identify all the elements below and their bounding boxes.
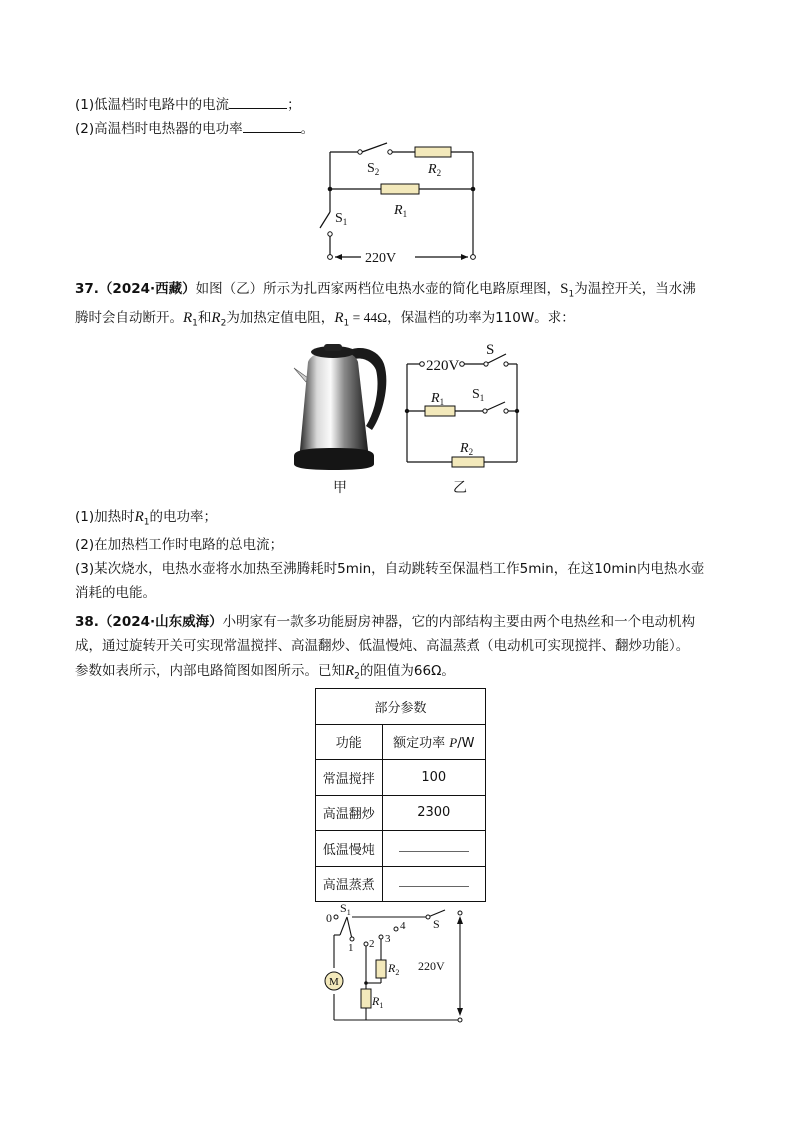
q36-sub1: (1)低温档时电路中的电流 ； <box>75 94 301 115</box>
svg-text:S2: $S_2$ <box>367 161 380 177</box>
svg-text:R2: $R_2$ <box>388 961 400 977</box>
q38-line2: 成，通过旋转开关可实现常温搅拌、高温翻炒、低温慢炖、高温蒸煮（电动机可实现搅拌、翻炒功能）。 <box>75 638 690 654</box>
svg-text:S1: $S_1$ <box>335 211 348 227</box>
svg-text:2: 2 <box>369 938 375 950</box>
table-header-function: 功能 <box>316 724 383 760</box>
table-row: 高温翻炒 2300 <box>316 795 486 831</box>
q36-circuit-diagram <box>315 140 485 270</box>
q37-sub3-line1: (3)某次烧水，电热水壶将水加热至沸腾耗时5min，自动跳转至保温档工作5min，在这10min内电热水壶 <box>75 561 705 577</box>
svg-text:R2: $R_2$ <box>460 441 474 457</box>
svg-text:S: S <box>486 342 495 358</box>
kettle-image <box>286 338 396 473</box>
table-row: 常温搅拌 100 <box>316 760 486 796</box>
q37-sub3-line2: 消耗的电能。 <box>75 585 156 601</box>
q37-sub2: (2)在加热档工作时电路的总电流； <box>75 537 284 553</box>
svg-text:1: 1 <box>348 942 354 954</box>
q38-circuit-diagram <box>318 898 478 1026</box>
resistor-r1 <box>381 184 419 194</box>
resistor-r1 <box>361 989 371 1008</box>
answer-blank[interactable] <box>229 94 287 109</box>
figure-label-jia: 甲 <box>333 480 347 496</box>
svg-text:S1: $S_1$ <box>340 901 351 917</box>
q37-circuit-diagram <box>400 340 525 470</box>
svg-text:220V: 220V <box>426 358 460 374</box>
answer-blank[interactable] <box>382 831 485 867</box>
svg-text:R2: $R_2$ <box>428 162 442 178</box>
table-row: 高温蒸煮 <box>316 866 486 902</box>
svg-text:S: S <box>433 917 440 931</box>
table-title: 部分参数 <box>316 689 486 725</box>
q38-line3: 参数如表所示，内部电路简图如图所示。已知$R_2$的阻值为66Ω。 <box>75 663 455 682</box>
resistor-r1 <box>425 406 455 416</box>
parameter-table <box>315 688 486 902</box>
svg-text:220V: 220V <box>418 959 445 973</box>
resistor-r2 <box>452 457 484 467</box>
svg-text:3: 3 <box>385 933 391 945</box>
q36-sub2: (2)高温档时电热器的电功率 。 <box>75 118 314 139</box>
svg-text:S1: $S_1$ <box>472 387 485 403</box>
resistor-r2 <box>415 147 451 157</box>
table-row: 低温慢炖 <box>316 831 486 867</box>
svg-text:0: 0 <box>326 911 332 925</box>
svg-text:R1: $R_1$ <box>431 391 445 407</box>
q38-line1: 38.（2024·山东威海）小明家有一款多功能厨房神器，它的内部结构主要由两个电热丝和一个电动机构 <box>75 614 696 630</box>
table-header-power: 额定功率 P/W <box>382 724 485 760</box>
svg-text:R1: $R_1$ <box>372 994 384 1010</box>
q37-sub1: (1)加热时$R_1$的电功率； <box>75 509 218 528</box>
answer-blank[interactable] <box>243 118 301 133</box>
svg-text:R1: $R_1$ <box>394 203 408 219</box>
svg-text:4: 4 <box>400 920 406 932</box>
q37-line2: 腾时会自动断开。$R_1$和$R_2$为加热定值电阻，$R_1 = 44\Omega$，保温档的功率为110W。求： <box>75 310 575 329</box>
svg-text:220V: 220V <box>365 251 397 266</box>
svg-text:M: M <box>329 976 339 988</box>
q37-line1: 37.（2024·西藏）如图（乙）所示为扎西家两档位电热水壶的简化电路原理图，$S_1$为温控开关，当水沸 <box>75 281 696 300</box>
resistor-r2 <box>376 960 386 978</box>
figure-label-yi: 乙 <box>453 480 467 496</box>
answer-blank[interactable] <box>382 866 485 902</box>
